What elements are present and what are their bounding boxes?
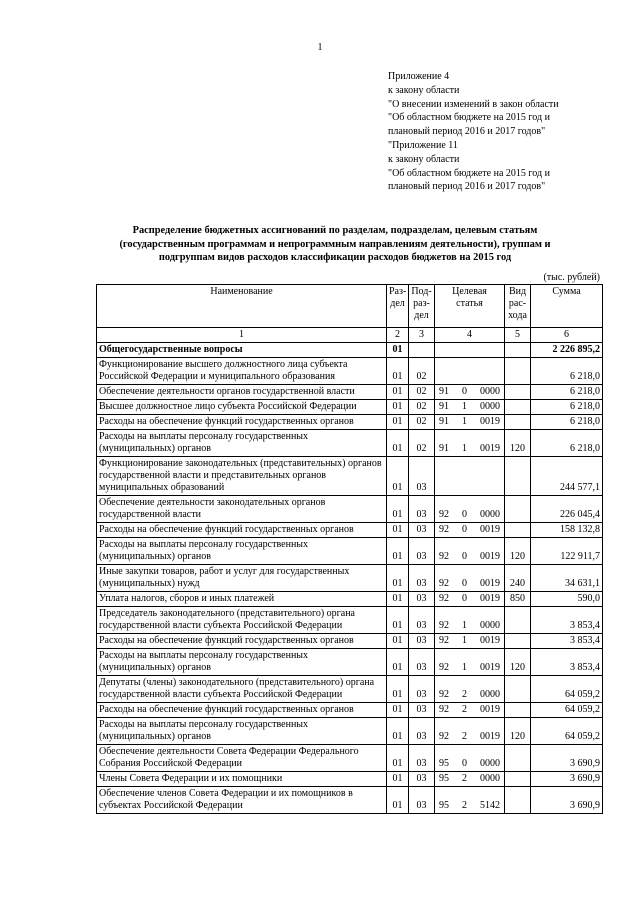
row-podrazdel: 02: [409, 430, 435, 457]
table-row: [97, 430, 603, 457]
target-code-part-3: 5142: [480, 800, 500, 811]
row-target-article: [435, 745, 505, 772]
row-podrazdel: 03: [409, 523, 435, 538]
row-target-article: [435, 358, 505, 385]
row-podrazdel: 02: [409, 358, 435, 385]
row-vid: [505, 385, 531, 400]
row-target-article: [435, 523, 505, 538]
row-name: Обеспечение деятельности Совета Федерации Федерального Собрания Российской Федерации: [97, 745, 387, 772]
row-target-article: [435, 703, 505, 718]
target-code-part-3: 0019: [480, 593, 500, 604]
row-podrazdel: [409, 343, 435, 358]
target-code-part-1: 91: [439, 401, 449, 412]
target-code-part-3: 0019: [480, 416, 500, 427]
row-name: Расходы на выплаты персоналу государственных (муниципальных) органов: [97, 538, 387, 565]
table-row: [97, 496, 603, 523]
row-target-article: [435, 634, 505, 649]
row-vid: 120: [505, 538, 531, 565]
target-article-code: [437, 524, 502, 536]
row-sum: 122 911,7: [531, 538, 603, 565]
row-name: Члены Совета Федерации и их помощники: [97, 772, 387, 787]
title-line: Распределение бюджетных ассигнований по разделам, подразделам, целевым статьям: [132, 225, 538, 236]
row-razdel: 01: [387, 649, 409, 676]
row-razdel: 01: [387, 565, 409, 592]
target-article-code: [437, 704, 502, 716]
row-vid: [505, 787, 531, 814]
target-code-part-3: 0019: [480, 731, 500, 742]
target-code-part-3: 0000: [480, 689, 500, 700]
row-podrazdel: 03: [409, 676, 435, 703]
appendix-block: [388, 70, 628, 194]
row-name: Расходы на обеспечение функций государственных органов: [97, 523, 387, 538]
target-code-part-3: 0019: [480, 662, 500, 673]
row-sum: 6 218,0: [531, 385, 603, 400]
row-razdel: 01: [387, 385, 409, 400]
target-article-code: [437, 689, 502, 701]
table-row: [97, 649, 603, 676]
budget-table: [96, 284, 603, 814]
header-podrazdel: Под- раз- дел: [409, 285, 435, 328]
appendix-line: "Об областном бюджете на 2015 год и: [388, 112, 550, 124]
target-code-part-2: 1: [462, 635, 467, 646]
target-code-part-1: 95: [439, 800, 449, 811]
table-row: [97, 772, 603, 787]
target-article-code: [437, 401, 502, 413]
target-code-part-1: 92: [439, 731, 449, 742]
target-article-code: [437, 593, 502, 605]
target-code-part-1: 92: [439, 704, 449, 715]
row-sum: 6 218,0: [531, 400, 603, 415]
target-code-part-1: 95: [439, 758, 449, 769]
row-name: Функционирование законодательных (представительных) органов государственной власти и представительных органов муниципальных образований: [97, 457, 387, 496]
row-razdel: 01: [387, 430, 409, 457]
row-target-article: [435, 430, 505, 457]
row-razdel: 01: [387, 634, 409, 649]
appendix-line: к закону области: [388, 84, 460, 96]
row-razdel: 01: [387, 496, 409, 523]
row-name: Высшее должностное лицо субъекта Российской Федерации: [97, 400, 387, 415]
row-name: Расходы на обеспечение функций государственных органов: [97, 415, 387, 430]
row-vid: 120: [505, 649, 531, 676]
target-code-part-3: 0000: [480, 773, 500, 784]
column-number-row: [97, 328, 603, 343]
header-row: [97, 285, 603, 328]
target-article-code: [437, 800, 502, 812]
target-code-part-3: 0019: [480, 524, 500, 535]
table-row: [97, 745, 603, 772]
table-row: [97, 415, 603, 430]
row-name: Обеспечение деятельности законодательных органов государственной власти: [97, 496, 387, 523]
table-row: [97, 565, 603, 592]
table-row: [97, 538, 603, 565]
row-vid: [505, 496, 531, 523]
row-sum: 6 218,0: [531, 415, 603, 430]
row-target-article: [435, 649, 505, 676]
row-sum: 158 132,8: [531, 523, 603, 538]
row-razdel: 01: [387, 787, 409, 814]
row-name: Обеспечение деятельности органов государственной власти: [97, 385, 387, 400]
row-podrazdel: 03: [409, 634, 435, 649]
row-vid: [505, 703, 531, 718]
row-sum: 3 853,4: [531, 649, 603, 676]
row-target-article: [435, 343, 505, 358]
page-number: 1: [317, 42, 323, 53]
row-podrazdel: 03: [409, 772, 435, 787]
row-vid: 240: [505, 565, 531, 592]
target-article-code: [437, 620, 502, 632]
table-row: [97, 703, 603, 718]
target-code-part-3: 0019: [480, 551, 500, 562]
row-vid: 120: [505, 430, 531, 457]
target-code-part-2: 2: [462, 704, 467, 715]
row-target-article: [435, 457, 505, 496]
target-article-code: [437, 551, 502, 563]
row-razdel: 01: [387, 400, 409, 415]
target-article-code: [437, 662, 502, 674]
row-vid: [505, 358, 531, 385]
target-code-part-1: 92: [439, 689, 449, 700]
row-vid: [505, 745, 531, 772]
row-name: Иные закупки товаров, работ и услуг для государственных (муниципальных) нужд: [97, 565, 387, 592]
row-vid: [505, 343, 531, 358]
row-sum: 3 690,9: [531, 787, 603, 814]
row-razdel: 01: [387, 607, 409, 634]
row-podrazdel: 03: [409, 457, 435, 496]
row-target-article: [435, 772, 505, 787]
target-code-part-2: 2: [462, 689, 467, 700]
header-razdel: Раз- дел: [387, 285, 409, 328]
row-target-article: [435, 676, 505, 703]
target-code-part-3: 0019: [480, 443, 500, 454]
row-razdel: 01: [387, 457, 409, 496]
target-code-part-3: 0000: [480, 509, 500, 520]
col-number: 1: [97, 328, 387, 343]
row-name: Функционирование высшего должностного лица субъекта Российской Федерации и муниципального образования: [97, 358, 387, 385]
row-name: Расходы на обеспечение функций государственных органов: [97, 703, 387, 718]
row-vid: 120: [505, 718, 531, 745]
row-target-article: [435, 538, 505, 565]
target-code-part-1: 92: [439, 524, 449, 535]
header-sum: Сумма: [531, 285, 603, 328]
target-code-part-3: 0019: [480, 704, 500, 715]
col-number: 3: [409, 328, 435, 343]
row-sum: 244 577,1: [531, 457, 603, 496]
row-podrazdel: 03: [409, 607, 435, 634]
target-article-code: [437, 509, 502, 521]
row-name: Депутаты (члены) законодательного (представительного) органа государственной власти субъекта Российской Федерации: [97, 676, 387, 703]
target-code-part-2: 2: [462, 800, 467, 811]
col-number: 4: [435, 328, 505, 343]
row-podrazdel: 02: [409, 400, 435, 415]
header-name: Наименование: [97, 285, 387, 328]
table-row: [97, 385, 603, 400]
row-podrazdel: 02: [409, 385, 435, 400]
row-name: Обеспечение членов Совета Федерации и их помощников в субъектах Российской Федерации: [97, 787, 387, 814]
row-vid: [505, 457, 531, 496]
target-code-part-2: 0: [462, 386, 467, 397]
row-vid: [505, 634, 531, 649]
target-article-code: [437, 758, 502, 770]
row-podrazdel: 03: [409, 565, 435, 592]
row-name: Уплата налогов, сборов и иных платежей: [97, 592, 387, 607]
table-row: [97, 634, 603, 649]
appendix-line: плановый период 2016 и 2017 годов": [388, 126, 546, 138]
col-number: 6: [531, 328, 603, 343]
target-code-part-2: 1: [462, 416, 467, 427]
table-row: [97, 358, 603, 385]
row-razdel: 01: [387, 415, 409, 430]
appendix-line: "О внесении изменений в закон области: [388, 98, 559, 110]
target-code-part-2: 2: [462, 731, 467, 742]
row-razdel: 01: [387, 358, 409, 385]
col-number: 5: [505, 328, 531, 343]
row-target-article: [435, 415, 505, 430]
row-sum: 3 853,4: [531, 634, 603, 649]
target-code-part-2: 0: [462, 758, 467, 769]
row-podrazdel: 03: [409, 496, 435, 523]
target-code-part-1: 91: [439, 386, 449, 397]
row-target-article: [435, 400, 505, 415]
row-podrazdel: 03: [409, 592, 435, 607]
target-code-part-3: 0000: [480, 758, 500, 769]
title-line: подгруппам видов расходов классификации расходов бюджетов на 2015 год: [158, 252, 512, 264]
target-code-part-2: 1: [462, 662, 467, 673]
row-vid: [505, 400, 531, 415]
row-target-article: [435, 565, 505, 592]
target-code-part-1: 92: [439, 635, 449, 646]
row-sum: 34 631,1: [531, 565, 603, 592]
target-code-part-2: 0: [462, 524, 467, 535]
row-vid: [505, 607, 531, 634]
target-article-code: [437, 773, 502, 785]
table-body: [97, 343, 603, 814]
row-name: Расходы на обеспечение функций государственных органов: [97, 634, 387, 649]
table-row: [97, 523, 603, 538]
row-sum: 6 218,0: [531, 430, 603, 457]
table-row: [97, 592, 603, 607]
row-razdel: 01: [387, 718, 409, 745]
row-podrazdel: 03: [409, 703, 435, 718]
row-target-article: [435, 607, 505, 634]
target-code-part-3: 0019: [480, 635, 500, 646]
table-row: [97, 343, 603, 358]
row-name: Расходы на выплаты персоналу государственных (муниципальных) органов: [97, 649, 387, 676]
target-article-code: [437, 416, 502, 428]
target-code-part-1: 92: [439, 551, 449, 562]
row-sum: 3 690,9: [531, 745, 603, 772]
appendix-line: "Об областном бюджете на 2015 год и: [388, 167, 550, 179]
target-code-part-2: 0: [462, 578, 467, 589]
row-vid: [505, 676, 531, 703]
appendix-line: плановый период 2016 и 2017 годов": [388, 181, 546, 193]
target-code-part-1: 95: [439, 773, 449, 784]
row-vid: 850: [505, 592, 531, 607]
row-podrazdel: 03: [409, 649, 435, 676]
target-code-part-3: 0000: [480, 401, 500, 412]
row-target-article: [435, 718, 505, 745]
appendix-line: к закону области: [388, 153, 460, 165]
row-podrazdel: 03: [409, 787, 435, 814]
col-number: 2: [387, 328, 409, 343]
target-code-part-1: 91: [439, 416, 449, 427]
target-code-part-3: 0019: [480, 578, 500, 589]
target-code-part-3: 0000: [480, 386, 500, 397]
table-row: [97, 718, 603, 745]
row-sum: 6 218,0: [531, 358, 603, 385]
row-sum: 3 690,9: [531, 772, 603, 787]
target-code-part-1: 92: [439, 578, 449, 589]
row-name: Председатель законодательного (представительного) органа государственной власти субъекта Российской Федерации: [97, 607, 387, 634]
row-target-article: [435, 787, 505, 814]
row-name: Расходы на выплаты персоналу государственных (муниципальных) органов: [97, 430, 387, 457]
row-podrazdel: 03: [409, 718, 435, 745]
appendix-line: Приложение 4: [388, 71, 450, 82]
row-vid: [505, 523, 531, 538]
header-vid: Вид рас- хода: [505, 285, 531, 328]
target-article-code: [437, 635, 502, 647]
row-razdel: 01: [387, 772, 409, 787]
row-target-article: [435, 385, 505, 400]
target-code-part-1: 91: [439, 443, 449, 454]
row-sum: 64 059,2: [531, 718, 603, 745]
row-target-article: [435, 592, 505, 607]
table-row: [97, 457, 603, 496]
row-sum: 64 059,2: [531, 703, 603, 718]
row-sum: 64 059,2: [531, 676, 603, 703]
table-row: [97, 676, 603, 703]
row-razdel: 01: [387, 343, 409, 358]
row-sum: 2 226 895,2: [531, 343, 603, 358]
row-razdel: 01: [387, 523, 409, 538]
units-label: (тыс. рублей): [543, 272, 600, 283]
table-row: [97, 607, 603, 634]
target-article-code: [437, 443, 502, 455]
target-code-part-2: 0: [462, 593, 467, 604]
row-name: Общегосударственные вопросы: [97, 343, 387, 358]
target-article-code: [437, 386, 502, 398]
row-sum: 3 853,4: [531, 607, 603, 634]
header-target: Целевая статья: [435, 285, 505, 328]
target-code-part-2: 2: [462, 773, 467, 784]
row-name: Расходы на выплаты персоналу государственных (муниципальных) органов: [97, 718, 387, 745]
row-razdel: 01: [387, 745, 409, 772]
row-razdel: 01: [387, 592, 409, 607]
row-podrazdel: 02: [409, 415, 435, 430]
target-code-part-2: 0: [462, 551, 467, 562]
target-article-code: [437, 731, 502, 743]
row-podrazdel: 03: [409, 538, 435, 565]
row-sum: 226 045,4: [531, 496, 603, 523]
target-code-part-1: 92: [439, 620, 449, 631]
target-code-part-1: 92: [439, 593, 449, 604]
target-article-code: [437, 578, 502, 590]
table-row: [97, 787, 603, 814]
document-title: [100, 224, 570, 265]
row-sum: 590,0: [531, 592, 603, 607]
target-code-part-3: 0000: [480, 620, 500, 631]
target-code-part-2: 1: [462, 443, 467, 454]
target-code-part-2: 1: [462, 620, 467, 631]
row-razdel: 01: [387, 538, 409, 565]
row-razdel: 01: [387, 703, 409, 718]
row-vid: [505, 772, 531, 787]
row-podrazdel: 03: [409, 745, 435, 772]
target-code-part-1: 92: [439, 509, 449, 520]
row-target-article: [435, 496, 505, 523]
target-code-part-2: 1: [462, 401, 467, 412]
row-razdel: 01: [387, 676, 409, 703]
title-line: (государственным программам и непрограммным направлениям деятельности), группам и: [119, 238, 551, 250]
target-code-part-1: 92: [439, 662, 449, 673]
target-code-part-2: 0: [462, 509, 467, 520]
appendix-line: "Приложение 11: [388, 139, 458, 151]
row-vid: [505, 415, 531, 430]
table-row: [97, 400, 603, 415]
